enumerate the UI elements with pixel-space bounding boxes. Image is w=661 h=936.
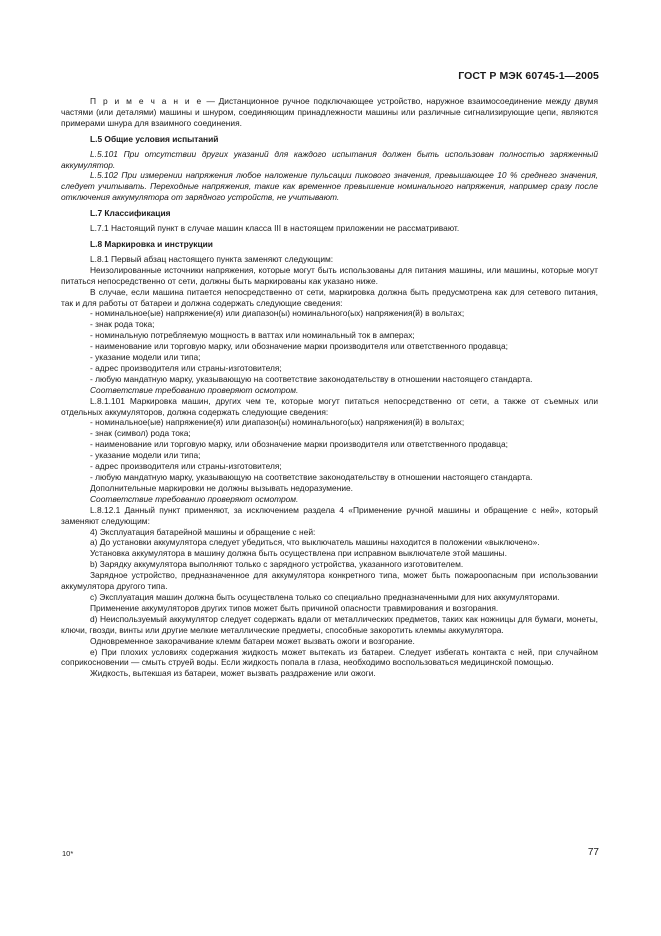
clause-l8-1-101: L.8.1.101 Маркировка машин, других чем те, которые могут питаться непосредственно от сети, а также от съемных или отдельных аккумуляторов, должна содержать следующие сведения:	[61, 395, 598, 417]
clause-l7-1: L.7.1 Настоящий пункт в случае машин класса III в настоящем приложении не рассматривают.	[90, 223, 460, 234]
paragraph: Зарядное устройство, предназначенное для аккумулятора конкретного типа, может быть пожароопасным при использовании аккумулятора другого типа.	[61, 570, 598, 592]
section-l7-heading: L.7 Классификация	[90, 208, 171, 219]
paragraph: Неизолированные источники напряжения, которые могут быть использованы для питания машины, или машины, которые могут питаться непосредственно от сети, должны быть маркированы как указано ниже.	[61, 264, 598, 286]
item-b: b) Зарядку аккумулятора выполняют только с зарядного устройства, указанного изготовителем.	[90, 559, 464, 570]
section-l8-heading: L.8 Маркировка и инструкции	[90, 238, 213, 249]
marking-list-mains	[61, 308, 598, 384]
page-body	[61, 96, 598, 679]
list-item: - знак рода тока;	[90, 319, 155, 330]
paragraph: В случае, если машина питается непосредственно от сети, маркировка должна быть предусмотрена как для сетевого питания, так и для работы от батареи и должна содержать следующие сведения:	[61, 286, 598, 308]
clause-l8-1: L.8.1 Первый абзац настоящего пункта заменяют следующим:	[90, 253, 334, 264]
list-item: - указание модели или типа;	[90, 450, 201, 461]
list-item: - номинальное(ые) напряжение(я) или диапазон(ы) номинального(ых) напряжения(й) в вольтах;	[90, 308, 465, 319]
paragraph: Одновременное закорачивание клемм батареи может вызвать ожоги и возгорание.	[90, 635, 415, 646]
item-a: a) До установки аккумулятора следует убедиться, что выключатель машины находится в положении «выключено».	[90, 537, 540, 548]
clause-l5-102: L.5.102 При измерении напряжения любое наложение пульсации пикового значения, превышающее 10 % среднего значения, следует учитывать. Переходные напряжения, такие как временное превышение номинального напряжения, например сразу после отключения аккумулятора от зарядного устройств, не учитывают.	[61, 170, 598, 203]
list-item: - указание модели или типа;	[90, 352, 201, 363]
paragraph: Дополнительные маркировки не должны вызывать недоразумение.	[90, 482, 353, 493]
item-c: c) Эксплуатация машин должна быть осуществлена только со специально предназначенными для них аккумуляторами.	[90, 591, 560, 602]
list-item: - знак (символ) рода тока;	[90, 428, 191, 439]
standard-header: ГОСТ Р МЭК 60745-1—2005	[458, 70, 599, 82]
list-item: - номинальное(ые) напряжение(я) или диапазон(ы) номинального(ых) напряжения(й) в вольтах;	[90, 417, 465, 428]
list-item: - любую мандатную марку, указывающую на соответствие законодательству в отношении настоящего стандарта.	[90, 472, 533, 482]
item-e: e) При плохих условиях содержания жидкость может вытекать из батареи. Следует избегать контакта с ней, при случайном соприкосновении — смыть струей воды. Если жидкость попала в глаза, необходимо воспользоваться медицинской помощью.	[61, 646, 598, 668]
note-label: П р и м е ч а н и е	[90, 96, 203, 106]
list-item: - наименование или торговую марку, или обозначение марки производителя или ответственного продавца;	[90, 439, 508, 450]
note-text: — Дистанционное ручное подключающее устройство, наружное взаимосоединение между двумя частями (или деталями) машины и шнуром, соединяющим принадлежности машины или различные сигнализирующие цепи, являются примерами шнура для взаимного соединения.	[61, 96, 598, 128]
list-item: - адрес производителя или страны-изготовителя;	[90, 461, 282, 472]
compliance-check: Соответствие требованию проверяют осмотром.	[90, 493, 299, 504]
list-item: - наименование или торговую марку, или обозначение марки производителя или ответственного продавца;	[90, 341, 508, 352]
signature-mark: 10*	[62, 849, 74, 858]
clause-l8-12-1: L.8.12.1 Данный пункт применяют, за исключением раздела 4 «Применение ручной машины и обращение с ней», который заменяют следующим:	[61, 504, 598, 526]
item-d: d) Неиспользуемый аккумулятор следует содержать вдали от металлических предметов, таких как ножницы для бумаги, монеты, ключи, гвозди, винты или другие мелкие металлические предметы, способные закоротить клеммы аккумулятора.	[61, 613, 598, 635]
section-l5-heading: L.5 Общие условия испытаний	[90, 133, 219, 144]
clause-l5-101: L.5.101 При отсутствии других указаний для каждого испытания должен быть использован полностью заряженный аккумулятор.	[61, 148, 598, 170]
paragraph: Установка аккумулятора в машину должна быть осуществлена при исправном выключателе этой машины.	[90, 548, 507, 559]
marking-list-battery	[61, 417, 598, 482]
paragraph: 4) Эксплуатация батарейной машины и обращение с ней:	[90, 526, 316, 537]
page-number: 77	[587, 847, 599, 858]
list-item: - номинальную потребляемую мощность в ваттах или номинальный ток в амперах;	[90, 330, 415, 341]
paragraph: Жидкость, вытекшая из батареи, может вызвать раздражение или ожоги.	[90, 668, 376, 679]
paragraph: Применение аккумуляторов других типов может быть причиной опасности травмирования и возгорания.	[90, 602, 499, 613]
compliance-check: Соответствие требованию проверяют осмотром.	[90, 384, 299, 395]
list-item: - любую мандатную марку, указывающую на соответствие законодательству в отношении настоящего стандарта.	[90, 373, 533, 384]
note-paragraph	[61, 96, 598, 129]
list-item: - адрес производителя или страны-изготовителя;	[90, 362, 282, 373]
